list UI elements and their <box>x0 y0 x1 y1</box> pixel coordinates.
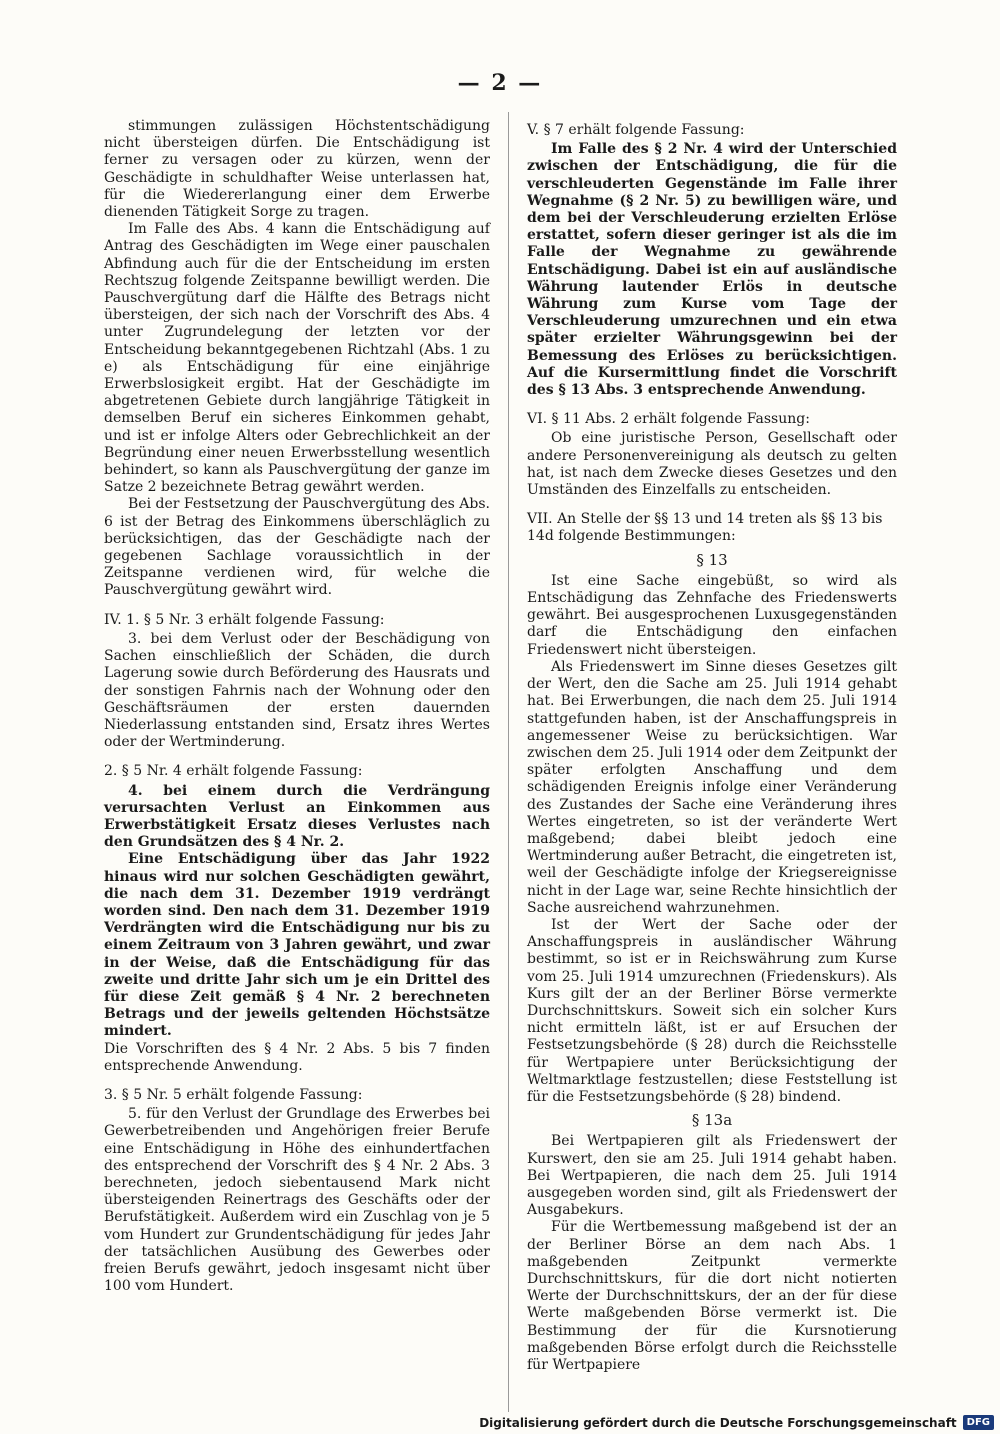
paragraph: Für die Wertbemessung maßgebend ist der an der Berliner Börse an dem nach Abs. 1 maßgebenden Zeitpunkt vermerkte Durchschnittskurs, für die dort nicht notierten Werte der Durchschnittskurs, der an der für diese Werte maßgebenden Börse vermerkt ist. Die Bestimmung der für die Kursnotierung maßgebenden Börse erfolgt durch die Reichsstelle für Wertpapiere <box>527 1219 897 1374</box>
digitization-credit <box>479 1415 994 1430</box>
paragraph: Die Vorschriften des § 4 Nr. 2 Abs. 5 bis 7 finden entsprechende Anwendung. <box>104 1040 490 1074</box>
section-title: § 13 <box>696 550 728 569</box>
paragraph: Im Falle des Abs. 4 kann die Entschädigung auf Antrag des Geschädigten im Wege einer pauschalen Abfindung auch für die der Entscheidung im ersten Rechtszug folgende Zeitspanne bewilligt werden. Die Pauschvergütung darf die Hälfte des Betrags nicht übersteigen, der sich nach der Vorschrift des Abs. 4 unter Zugrundelegung der letzten vor der Entscheidung bekanntgegebenen Richtzahl (Abs. 1 zu e) als Entschädigung für eine einjährige Erwerbslosigkeit ergibt. Hat der Geschädigte im abgetretenen Gebiete durch langjährige Tätigkeit in demselben Beruf ein sicheres Einkommen gehabt, und ist er infolge Alters oder Gebrechlichkeit an der Begründung einer neuen Erwerbsstellung wesentlich behindert, so kann als Pauschvergütung der ganze im Satze 2 bezeichnete Betrag gewährt werden. <box>104 221 490 496</box>
paragraph: stimmungen zulässigen Höchstentschädigung nicht übersteigen dürfen. Die Entschädigung ist ferner zu versagen oder zu kürzen, wenn der Geschädigte in schuldhafter Weise unterlassen hat, für die Wiedererlangung einer dem Erwerbe dienenden Tätigkeit Sorge zu tragen. <box>104 118 490 221</box>
right-column <box>527 118 897 1374</box>
section-heading: VII. An Stelle der §§ 13 und 14 treten als §§ 13 bis 14d folgende Bestimmungen: <box>527 511 883 545</box>
footer-text: Digitalisierung gefördert durch die Deutsche Forschungsgemeinschaft <box>479 1415 957 1430</box>
dfg-logo: DFG <box>963 1415 994 1430</box>
left-column <box>104 118 490 1295</box>
section-heading: V. § 7 erhält folgende Fassung: <box>527 122 745 138</box>
paragraph: Bei der Festsetzung der Pauschvergütung des Abs. 6 ist der Betrag des Einkommens überschläglich zu berücksichtigen, das der Geschädigte nach der gegebenen Sachlage voraussichtlich in der Zeitspanne verdienen wird, für welche die Pauschvergütung gewährt wird. <box>104 496 490 599</box>
paragraph: Im Falle des § 2 Nr. 4 wird der Unterschied zwischen der Entschädigung, die für die verschleuderten Gegenstände im Falle ihrer Wegnahme (§ 2 Nr. 5) zu bewilligen wäre, und dem bei der Verschleuderung erzielten Erlöse erstattet, sofern dieser geringer ist als die im Falle der Wegnahme zu gewährende Entschädigung. Dabei ist ein auf ausländische Währung lautender Erlös in deutsche Währung zum Kurse vom Tage der Verschleuderung umzurechnen und ein etwa später erzielter Währungsgewinn bei der Bemessung des Erlöses zu berücksichtigen. Auf die Kursermittlung findet die Vorschrift des § 13 Abs. 3 entsprechende Anwendung. <box>527 141 897 399</box>
section-heading: VI. § 11 Abs. 2 erhält folgende Fassung: <box>527 411 810 428</box>
paragraph: Als Friedenswert im Sinne dieses Gesetzes gilt der Wert, den die Sache am 25. Juli 1914 gehabt hat. Bei Erwerbungen, die nach dem 25. Juli 1914 stattgefunden haben, ist der Anschaffungspreis in angemessener Weise zu berücksichtigen. War zwischen dem 25. Juli 1914 oder dem Zeitpunkt der später erfolgten Anschaffung und dem schädigenden Ereignis infolge einer Veränderung des Zustandes der Sache eine Veränderung ihres Wertes eingetreten, so ist der veränderte Wert maßgebend; dabei bleibt jedoch eine Wertminderung außer Betracht, die eingetreten ist, weil der Geschädigte infolge der Kriegsereignisse nicht in der Lage war, seine Rechte hinsichtlich der Sache ausreichend wahrzunehmen. <box>527 658 897 916</box>
section-heading: 2. § 5 Nr. 4 erhält folgende Fassung: <box>104 763 363 780</box>
paragraph: Eine Entschädigung über das Jahr 1922 hinaus wird nur solchen Geschädigten gewährt, die nach dem 31. Dezember 1919 verdrängt worden sind. Den nach dem 31. Dezember 1919 Verdrängten wird die Entschädigung nur bis zu einem Zeitraum von 3 Jahren gewährt, und zwar in der Weise, daß die Entschädigung für das zweite und dritte Jahr sich um je ein Drittel des für diese Zeit gemäß § 4 Nr. 2 berechneten Betrags und der jeweils geltenden Höchstsätze mindert. <box>104 851 490 1040</box>
section-heading: IV. 1. § 5 Nr. 3 erhält folgende Fassung: <box>104 611 385 628</box>
column-divider <box>508 112 509 1412</box>
paragraph: Ist eine Sache eingebüßt, so wird als Entschädigung das Zehnfache des Friedenswerts gewährt. Bei ausgesprochenen Luxusgegenständen darf die Entschädigung den einfachen Friedenswert nicht übersteigen. <box>527 572 897 658</box>
paragraph: Ist der Wert der Sache oder der Anschaffungspreis in ausländischer Währung bestimmt, so ist er in Reichswährung zum Kurse vom 25. Juli 1914 umzurechnen (Friedenskurs). Als Kurs gilt der an der Berliner Börse vermerkte Durchschnittskurs. Soweit sich ein solcher Kurs nicht ermitteln läßt, ist er auf Ersuchen der Festsetzungsbehörde (§ 28) durch die Reichsstelle für Wertpapiere unter Berücksichtigung der Weltmarktlage festzustellen; diese Feststellung ist für die Festsetzungsbehörde (§ 28) bindend. <box>527 916 897 1105</box>
section-heading: 3. § 5 Nr. 5 erhält folgende Fassung: <box>104 1086 363 1103</box>
paragraph: Ob eine juristische Person, Gesellschaft oder andere Personenvereinigung als deutsch zu gelten hat, ist nach dem Zwecke dieses Gesetzes und den Umständen des Einzelfalls zu entscheiden. <box>527 430 897 499</box>
paragraph: 3. bei dem Verlust oder der Beschädigung von Sachen einschließlich der Schäden, die durch Lagerung sowie durch Beförderung des Hausrats und der sonstigen Fahrnis nach der Wohnung oder den Geschäftsräumen der ersten dauernden Niederlassung entstanden sind, Ersatz ihres Wertes oder der Wertminderung. <box>104 630 490 751</box>
section-title: § 13a <box>691 1111 733 1130</box>
paragraph: 4. bei einem durch die Verdrängung verursachten Verlust an Einkommen aus Erwerbstätigkeit Ersatz dieses Verlustes nach den Grundsätzen des § 4 Nr. 2. <box>104 782 490 851</box>
paragraph: 5. für den Verlust der Grundlage des Erwerbes bei Gewerbetreibenden und Angehörigen freier Berufe eine Entschädigung in Höhe des einhundertfachen des entsprechend der Vorschrift des § 4 Nr. 2 Abs. 3 berechneten, jedoch siebentausend Mark nicht übersteigenden Reinertrags des Geschäfts oder der Berufstätigkeit. Außerdem wird ein Zuschlag von je 5 vom Hundert zur Grundentschädigung für jedes Jahr der tatsächlichen Ausübung des Gewerbes oder freien Berufs gewährt, jedoch insgesamt nicht über 100 vom Hundert. <box>104 1106 490 1295</box>
paragraph: Bei Wertpapieren gilt als Friedenswert der Kurswert, den sie am 25. Juli 1914 gehabt haben. Bei Wertpapieren, die nach dem 25. Juli 1914 ausgegeben worden sind, gilt als Friedenswert der Ausgabekurs. <box>527 1133 897 1219</box>
page-number: — 2 — <box>457 70 543 96</box>
